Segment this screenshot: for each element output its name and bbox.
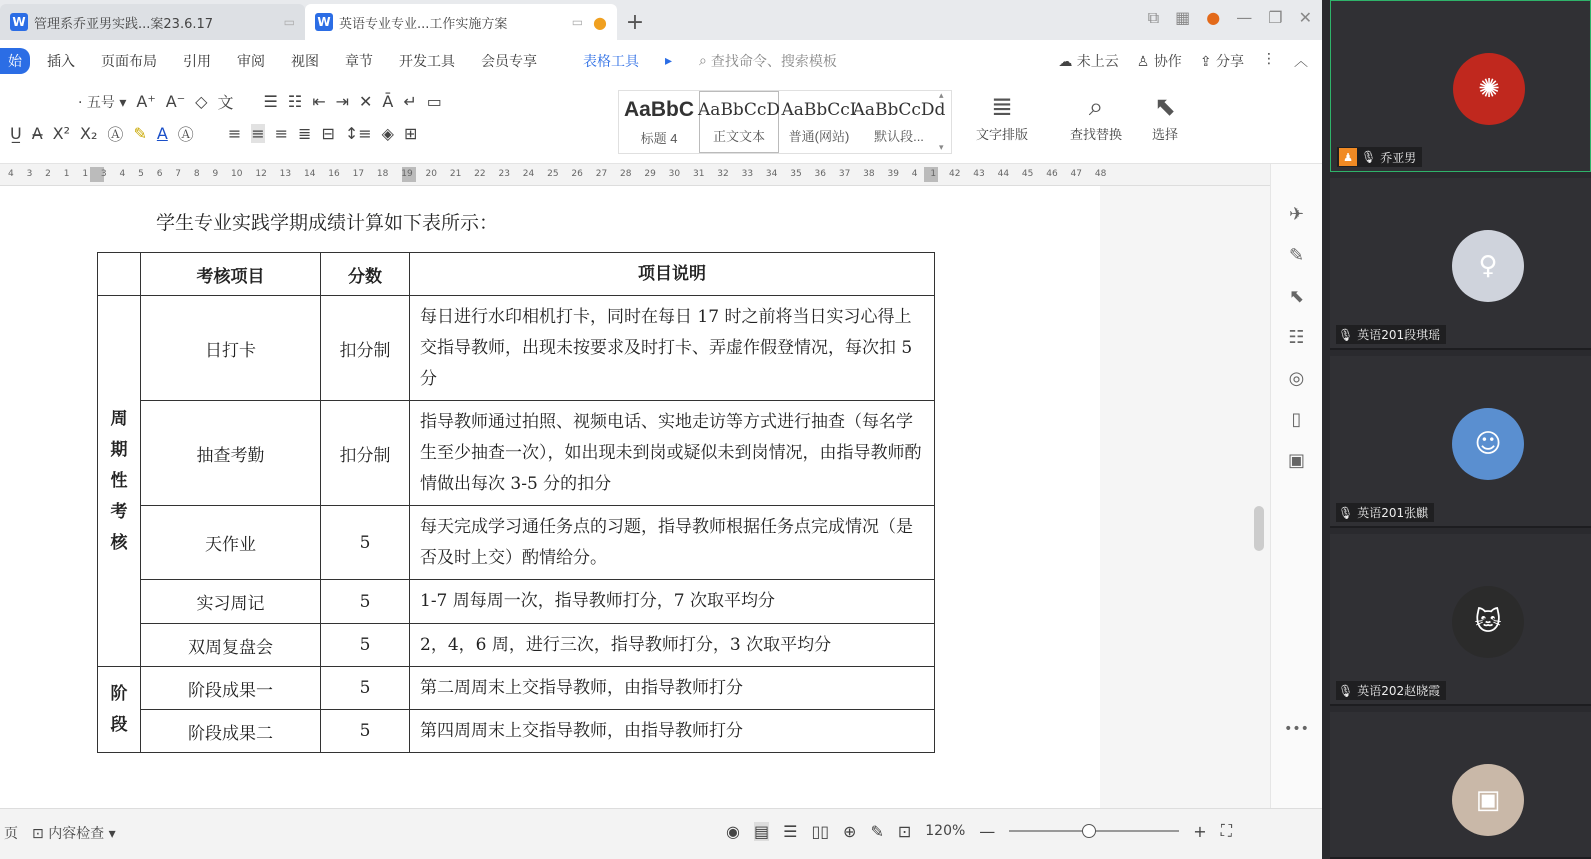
avatar: ♀ <box>1452 230 1524 302</box>
host-badge-icon: ♟ <box>1339 148 1357 166</box>
sliders-icon[interactable]: ☷ <box>1288 327 1305 348</box>
wps-writer-icon: W <box>10 13 28 31</box>
desc-cell[interactable]: 2，4，6 周，进行三次，指导教师打分，3 次取平均分 <box>410 624 935 667</box>
collapse-ribbon-icon[interactable]: ︿ <box>1294 54 1308 70</box>
document-tab-1[interactable] <box>0 4 305 40</box>
shading-icon[interactable]: ◈ <box>381 124 394 143</box>
table-header-row <box>98 253 935 296</box>
char-border-icon[interactable]: Ⓐ <box>177 125 194 144</box>
cursor-arrow-icon: ⬉ <box>1154 92 1176 122</box>
table-row <box>98 580 935 624</box>
status-right <box>726 821 1232 841</box>
mic-muted-icon: 🎙 <box>1338 327 1354 342</box>
find-replace-button[interactable]: ⌕ 查找替换 <box>1070 92 1123 143</box>
ribbon <box>0 82 1322 164</box>
avatar: ▣ <box>1452 764 1524 836</box>
menu-insert[interactable]: 插入 <box>47 54 75 70</box>
search-placeholder: 查找命令、搜索模板 <box>710 54 837 70</box>
tab-title: 管理系乔亚男实践...案23.6.17 <box>34 16 214 32</box>
group-cell-periodic[interactable] <box>98 296 141 667</box>
scroll-thumb[interactable] <box>1254 506 1264 551</box>
participant-tile[interactable] <box>1330 534 1591 706</box>
user-avatar-icon[interactable]: ● <box>1206 8 1221 27</box>
participant-name-bar <box>1336 325 1446 344</box>
cloud-button[interactable]: ☁ 未上云 <box>1058 54 1119 70</box>
item-cell[interactable]: 抽查考勤 <box>141 401 321 506</box>
unsaved-dot-icon: ● <box>593 12 607 32</box>
new-tab-button[interactable]: + <box>625 9 645 35</box>
menu-developer[interactable]: 开发工具 <box>399 54 455 70</box>
status-left <box>4 823 116 843</box>
fit-icon[interactable]: ⊡ <box>897 821 912 841</box>
table-row <box>98 296 935 401</box>
outdent-icon[interactable]: ⇤ <box>312 92 326 111</box>
font-color-icon[interactable]: A <box>156 124 168 143</box>
collaborate-button[interactable]: ♙ 协作 <box>1136 54 1182 70</box>
score-cell[interactable]: 扣分制 <box>321 401 410 506</box>
compass-icon[interactable]: ◎ <box>1288 368 1305 389</box>
text-effect-icon[interactable]: Ⓐ <box>107 125 124 144</box>
menu-table-tools[interactable]: 表格工具 <box>583 54 639 70</box>
chevron-up-icon[interactable]: ▴ <box>939 91 944 101</box>
item-cell[interactable]: 阶段成果一 <box>141 667 321 710</box>
align-left-icon[interactable]: ≡ <box>227 124 242 143</box>
participant-name: 英语201张麒 <box>1357 506 1429 520</box>
phonetic-icon[interactable]: 文 <box>217 93 234 112</box>
menu-member[interactable]: 会员专享 <box>481 54 537 70</box>
content-check-button[interactable]: ⊡ 内容检查 ▾ <box>32 826 116 842</box>
grading-table[interactable] <box>97 252 935 753</box>
distributed-icon[interactable]: ⊟ <box>321 124 335 143</box>
justify-icon[interactable]: ≣ <box>298 124 312 143</box>
table-header-blank[interactable] <box>98 253 141 296</box>
align-right-icon[interactable]: ≡ <box>274 124 289 143</box>
numbering-icon[interactable]: ☷ <box>287 92 303 111</box>
menu-chapter[interactable]: 章节 <box>345 54 373 70</box>
bullets-icon[interactable]: ☰ <box>263 92 278 111</box>
group-label: 阶 段 <box>110 683 128 735</box>
status-bar <box>0 808 1322 859</box>
reading-view-icon[interactable]: ▯▯ <box>811 821 830 841</box>
restore-icon[interactable]: ❐ <box>1268 8 1283 27</box>
clear-format-icon[interactable]: ◇ <box>195 92 208 111</box>
horizontal-ruler[interactable] <box>0 164 1322 186</box>
desc-cell[interactable]: 第二周周末上交指导教师，由指导教师打分 <box>410 667 935 710</box>
grid-icon[interactable]: ▦ <box>1175 8 1191 27</box>
eye-icon[interactable]: ◉ <box>726 821 740 841</box>
mic-muted-icon: 🎙 <box>1338 683 1354 698</box>
monitor-icon[interactable]: ▭ <box>571 15 584 29</box>
table-header[interactable]: 考核项目 <box>141 253 321 296</box>
participant-tile[interactable] <box>1330 178 1591 350</box>
desc-cell[interactable]: 指导教师通过拍照、视频电话、实地走访等方式进行抽查（每名学生至少抽查一次），如出现未到岗或疑似未到岗情况，由指导教师酌情做出每次 3-5 分的扣分 <box>410 401 935 506</box>
table-header[interactable]: 分数 <box>321 253 410 296</box>
style-body-text[interactable]: AaBbCcD 正文文本 <box>699 91 779 153</box>
select-button[interactable]: ⬉ 选择 <box>1152 92 1179 143</box>
zoom-out-button[interactable]: — <box>979 821 996 841</box>
write-icon[interactable]: ✎ <box>870 821 884 841</box>
page-indicator[interactable]: 页 <box>4 826 18 842</box>
font-row <box>78 90 442 113</box>
participant-tile[interactable] <box>1330 356 1591 528</box>
share-button[interactable]: ⇪ 分享 <box>1199 54 1244 70</box>
item-cell[interactable]: 双周复盘会 <box>141 624 321 667</box>
score-cell[interactable]: 5 <box>321 506 410 580</box>
score-cell[interactable]: 扣分制 <box>321 296 410 401</box>
monitor-icon[interactable]: ▭ <box>283 15 295 29</box>
window-controls <box>1148 8 1312 28</box>
search-icon: ⌕ <box>699 53 707 69</box>
zoom-slider-knob[interactable] <box>1082 824 1096 838</box>
desc-cell[interactable]: 第四周周末上交指导教师，由指导教师打分 <box>410 710 935 753</box>
align-center-icon[interactable]: ≡ <box>251 124 265 143</box>
ruler-numbers: 4 3 2 1 1 3 4 5 6 7 8 9 10 12 13 14 16 17 18 19 20 21 22 23 24 25 26 27 28 29 30 31 32 33 34 35 36 37 38 39 4 1 42 43 44 45 46 47 48 <box>8 169 1107 179</box>
meeting-participants-panel <box>1322 0 1591 859</box>
score-cell[interactable]: 5 <box>321 710 410 753</box>
side-toolbar <box>1270 164 1322 808</box>
menu-review[interactable]: 审阅 <box>237 54 265 70</box>
zoom-in-button[interactable]: + <box>1193 821 1207 841</box>
style-normal-web[interactable]: AaBbCcI 普通(网站) <box>781 99 857 144</box>
score-cell[interactable]: 5 <box>321 580 410 624</box>
layout-icon[interactable]: ⧉ <box>1147 8 1160 27</box>
style-default-paragraph[interactable]: AaBbCcDd 默认段... <box>852 99 946 144</box>
vertical-scrollbar[interactable] <box>1252 186 1266 808</box>
table-icon[interactable]: ▭ <box>426 92 442 111</box>
item-cell[interactable]: 日打卡 <box>141 296 321 401</box>
style-scroll[interactable] <box>939 91 951 153</box>
menu-home[interactable]: 始 <box>0 48 30 74</box>
desc-cell[interactable]: 每日进行水印相机打卡，同时在每日 17 时之前将当日实习心得上交指导教师，出现未按要求及时打卡、弄虚作假登情况，每次扣 5 分 <box>410 296 935 401</box>
group-cell-stage[interactable] <box>98 667 141 753</box>
indent-icon[interactable]: ⇥ <box>335 92 349 111</box>
desc-cell[interactable]: 1-7 周每周一次，指导教师打分，7 次取平均分 <box>410 580 935 624</box>
text-layout-icon: ≣ <box>991 92 1013 122</box>
subscript-icon[interactable]: X₂ <box>80 124 98 143</box>
chevron-down-icon[interactable]: ▾ <box>939 143 944 153</box>
score-cell[interactable]: 5 <box>321 624 410 667</box>
participant-name-bar <box>1337 147 1422 167</box>
title-bar <box>0 0 1322 40</box>
document-tab-2[interactable] <box>305 4 617 40</box>
wps-writer-icon: W <box>315 13 333 31</box>
pen-icon[interactable]: ✎ <box>1288 245 1305 266</box>
web-view-icon[interactable]: ⊕ <box>843 821 857 841</box>
command-search[interactable] <box>699 51 837 71</box>
avatar: 🐱 <box>1452 586 1524 658</box>
minimize-icon[interactable]: — <box>1236 8 1253 27</box>
document-page[interactable] <box>0 186 1100 808</box>
mic-icon: 🎙 <box>1361 150 1377 164</box>
item-cell[interactable]: 阶段成果二 <box>141 710 321 753</box>
format-row <box>10 122 417 145</box>
participant-name-bar <box>1336 503 1434 522</box>
more-tabs-icon[interactable]: ▸ <box>665 53 673 69</box>
strikethrough-icon[interactable]: A̶ <box>31 124 43 143</box>
table-row <box>98 624 935 667</box>
mic-muted-icon: 🎙 <box>1338 505 1354 520</box>
outline-view-icon[interactable]: ☰ <box>783 821 798 841</box>
more-dots-icon[interactable]: ••• <box>1284 721 1309 737</box>
line-break-icon[interactable]: ↵ <box>403 92 417 111</box>
close-icon[interactable]: ✕ <box>1298 8 1312 27</box>
desc-cell[interactable]: 每天完成学习通任务点的习题，指导教师根据任务点完成情况（是否及时上交）酌情给分。 <box>410 506 935 580</box>
table-row <box>98 667 935 710</box>
superscript-icon[interactable]: X² <box>52 124 71 143</box>
table-header[interactable]: 项目说明 <box>410 253 935 296</box>
table-row <box>98 710 935 753</box>
page-view-icon[interactable]: ▤ <box>753 821 770 841</box>
underline-icon[interactable]: U̲ <box>10 124 22 143</box>
tab-title: 英语专业专业...工作实施方案 <box>339 16 508 32</box>
participant-tile[interactable] <box>1330 712 1591 859</box>
zoom-level[interactable]: 120% <box>925 823 966 839</box>
style-gallery <box>618 90 952 154</box>
participant-name-bar <box>1336 681 1446 700</box>
text-direction-icon[interactable]: Ā <box>382 92 394 111</box>
table-row <box>98 401 935 506</box>
menu-bar <box>0 40 1322 82</box>
participant-name: 英语202赵晓霞 <box>1357 684 1441 698</box>
document-area[interactable] <box>0 186 1270 808</box>
chinese-layout-icon[interactable]: ✕ <box>359 92 373 111</box>
font-size-select[interactable]: · 五号 ▾ <box>78 94 127 111</box>
image-tool-icon[interactable]: ▣ <box>1287 450 1305 471</box>
borders-icon[interactable]: ⊞ <box>403 124 418 143</box>
avatar: ☺ <box>1452 408 1524 480</box>
shrink-font-icon[interactable]: A⁻ <box>165 92 186 111</box>
item-cell[interactable]: 天作业 <box>141 506 321 580</box>
participant-tile[interactable] <box>1330 0 1591 172</box>
avatar: ✺ <box>1453 53 1525 125</box>
participant-name: 乔亚男 <box>1380 150 1417 165</box>
menu-right-actions <box>1058 51 1322 71</box>
style-heading4[interactable]: AaBbC 标题 4 <box>623 97 694 146</box>
menu-view[interactable]: 视图 <box>291 54 319 70</box>
rocket-icon[interactable]: ✈ <box>1288 204 1305 225</box>
more-icon[interactable]: ⋮ <box>1262 51 1276 67</box>
fullscreen-icon[interactable]: ⛶ <box>1220 821 1232 840</box>
participant-name: 英语201段琪瑶 <box>1357 328 1441 342</box>
item-cell[interactable]: 实习周记 <box>141 580 321 624</box>
zoom-slider[interactable] <box>1009 830 1179 832</box>
score-cell[interactable]: 5 <box>321 667 410 710</box>
menu-page-layout[interactable]: 页面布局 <box>101 54 157 70</box>
highlight-icon[interactable]: ✎ <box>133 124 147 143</box>
group-label: 周 期 性 考 核 <box>110 408 128 553</box>
table-row <box>98 506 935 580</box>
pointer-icon[interactable]: ⬉ <box>1288 286 1305 307</box>
line-spacing-icon[interactable]: ↕≡ <box>344 124 372 143</box>
book-icon[interactable]: ▯ <box>1291 409 1302 430</box>
menu-references[interactable]: 引用 <box>183 54 211 70</box>
text-layout-button[interactable]: ≣ 文字排版 <box>976 92 1029 143</box>
intro-paragraph[interactable]: 学生专业实践学期成绩计算如下表所示： <box>156 212 499 234</box>
magnifier-icon: ⌕ <box>1088 92 1104 122</box>
grow-font-icon[interactable]: A⁺ <box>136 92 156 111</box>
